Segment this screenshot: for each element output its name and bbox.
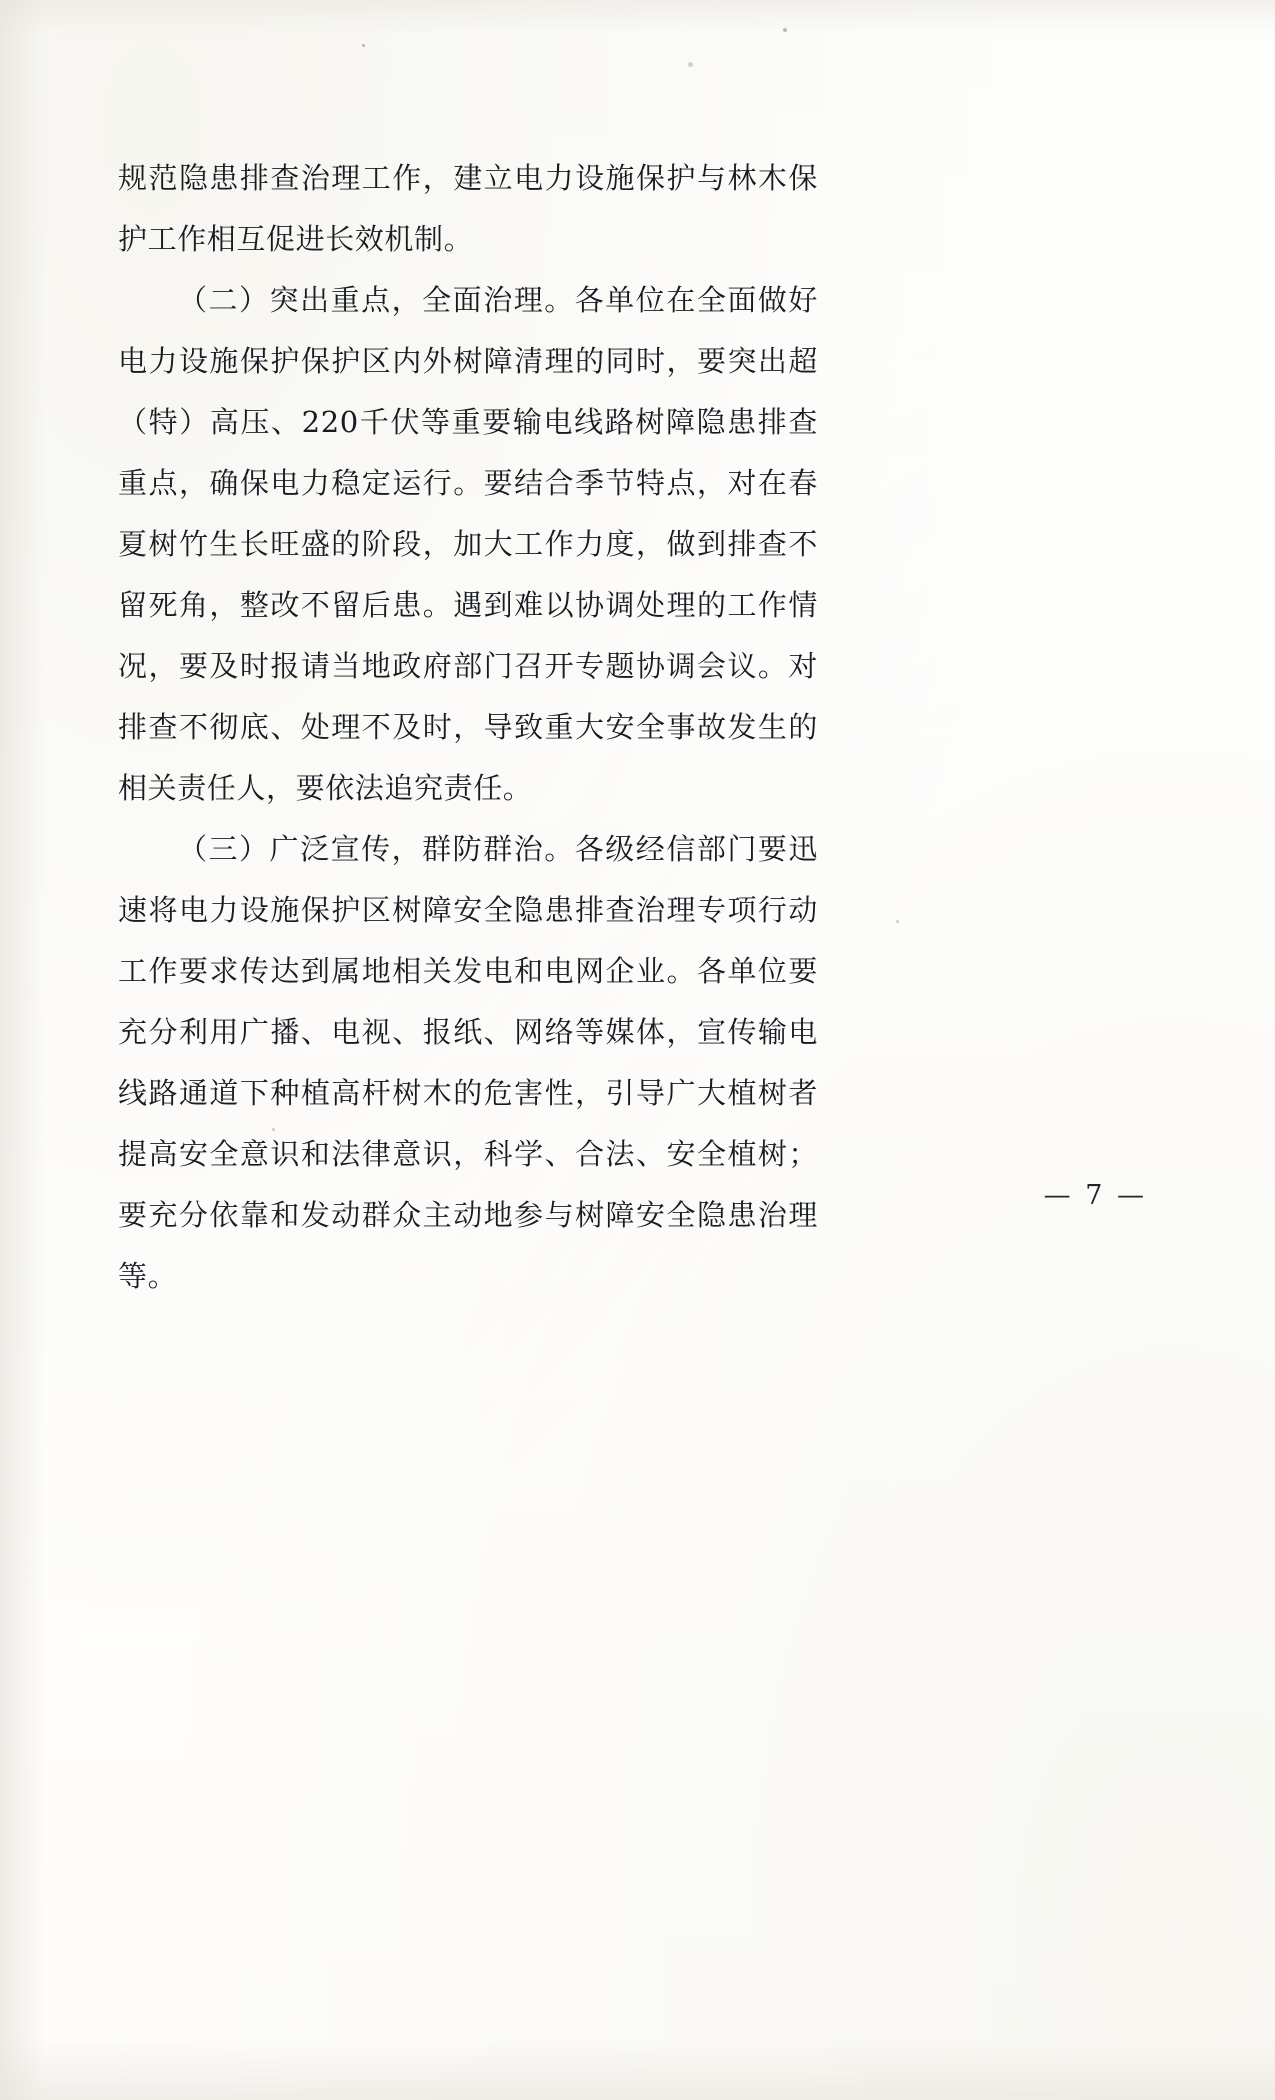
page-edge-shadow-top	[0, 0, 1275, 34]
paragraph-section-three: （三）广泛宣传，群防群治。各级经信部门要迅速将电力设施保护区树障安全隐患排查治理专项行动工作要求传达到属地相关发电和电网企业。各单位要充分利用广播、电视、报纸、网络等媒体，宣传输电线路通道下种植高杆树木的危害性，引导广大植树者提高安全意识和法律意识，科学、合法、安全植树；要充分依靠和发动群众主动地参与树障安全隐患治理等。	[118, 832, 818, 1293]
page-number: — 7 —	[1043, 1180, 1147, 1211]
scan-speck	[783, 28, 787, 32]
page-edge-shadow-left	[0, 0, 46, 2100]
document-body	[118, 148, 818, 1307]
paragraph-continuation: 规范隐患排查治理工作，建立电力设施保护与林木保护工作相互促进长效机制。	[118, 161, 818, 256]
scan-speck	[362, 44, 365, 47]
page-edge-shadow-bottom	[0, 2040, 1275, 2100]
scan-speck	[896, 920, 899, 923]
scan-speck	[688, 62, 693, 67]
paragraph-section-two: （二）突出重点，全面治理。各单位在全面做好电力设施保护保护区内外树障清理的同时，要突出超（特）高压、220千伏等重要输电线路树障隐患排查重点，确保电力稳定运行。要结合季节特点，对在春夏树竹生长旺盛的阶段，加大工作力度，做到排查不留死角，整改不留后患。遇到难以协调处理的工作情况，要及时报请当地政府部门召开专题协调会议。对排查不彻底、处理不及时，导致重大安全事故发生的相关责任人，要依法追究责任。	[118, 283, 818, 805]
